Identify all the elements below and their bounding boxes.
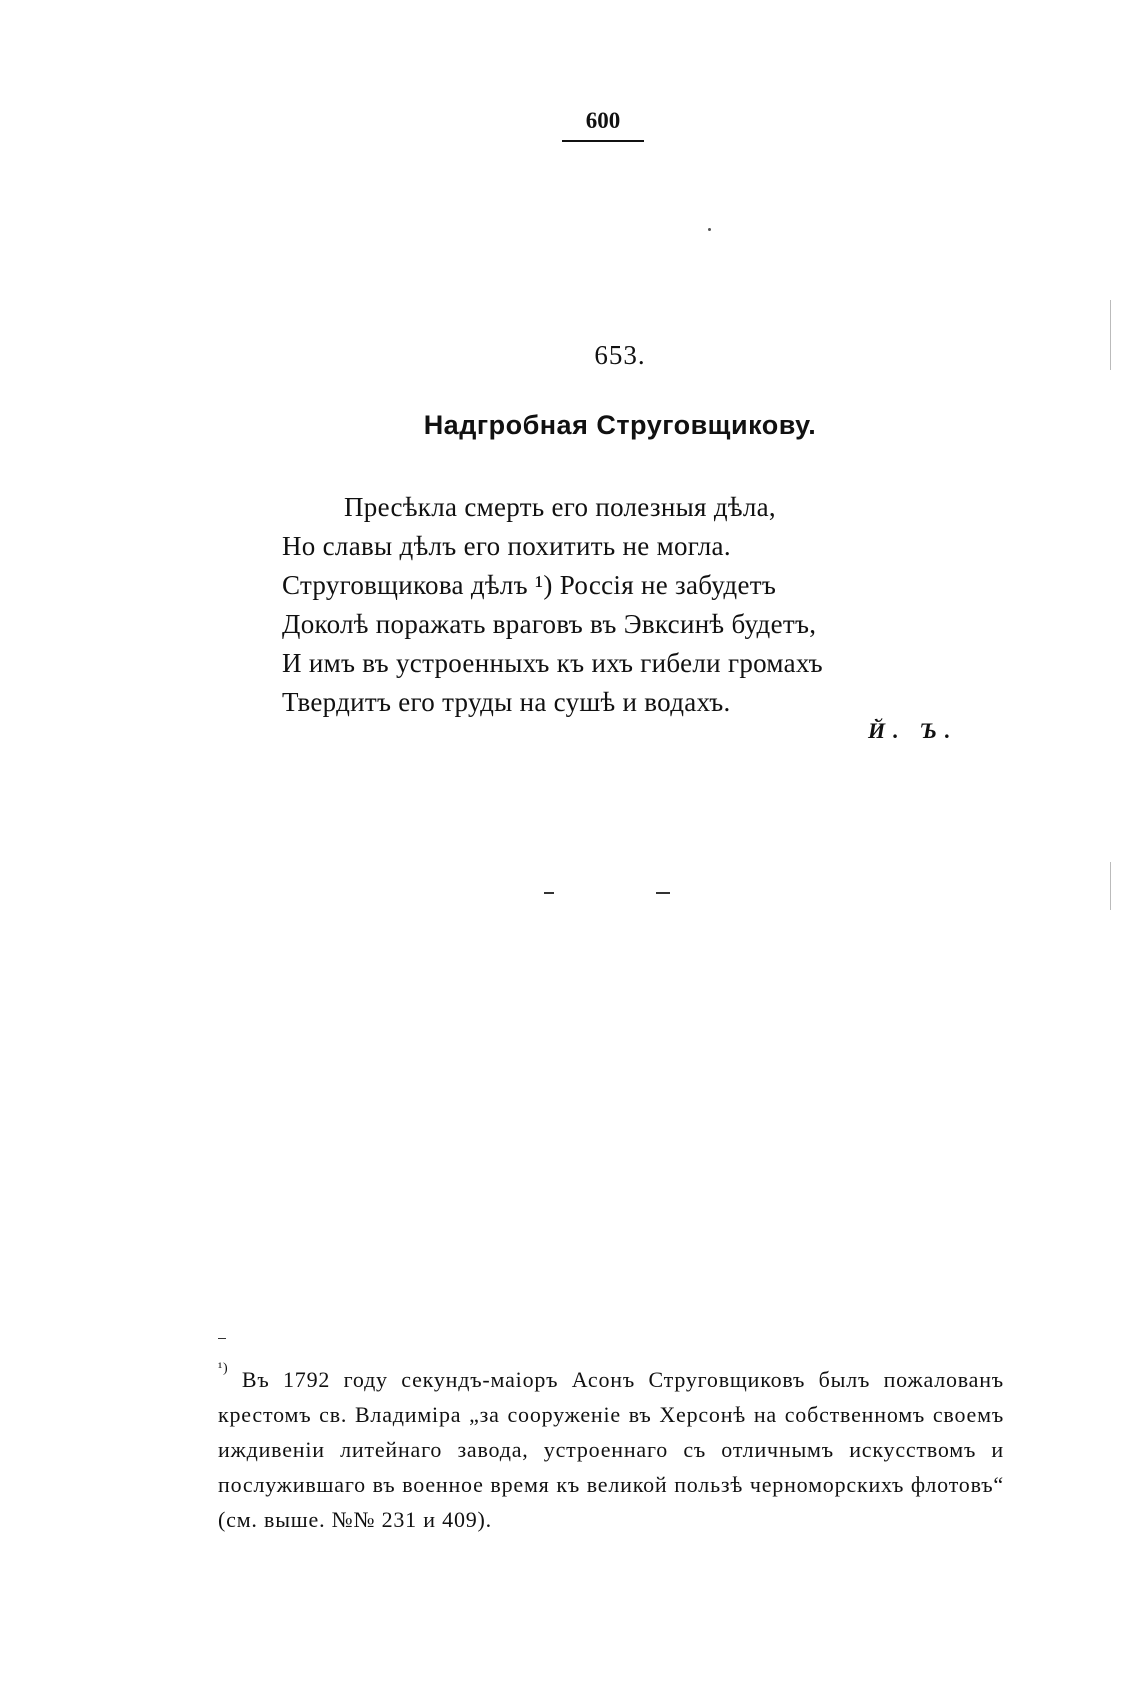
verse-line: Струговщикова дѣлъ ¹) Россія не забудетъ <box>282 570 777 600</box>
verse-line: Пресѣкла смерть его полезныя дѣла, <box>344 492 776 522</box>
footnote <box>218 1362 1004 1537</box>
page-number: 600 <box>562 108 644 142</box>
margin-mark <box>1110 862 1111 910</box>
footnote-text: Въ 1792 году секундъ-маіоръ Асонъ Струговщиковъ былъ пожалованъ крестомъ св. Владиміра „за сооруженіе въ Херсонѣ на собственномъ своемъ иждивеніи литейнаго завода, устроеннаго съ отличнымъ искусствомъ и послужившаго въ военное время къ великой пользѣ черноморскихъ флотовъ“ (см. выше. №№ 231 и 409). <box>218 1367 1004 1532</box>
margin-mark <box>1110 300 1111 370</box>
poem-title: Надгробная Струговщикову. <box>423 410 817 440</box>
verse-line: Твердитъ его труды на сушѣ и водахъ. <box>282 687 731 717</box>
footnote-rule <box>218 1338 226 1339</box>
verse-line: Доколѣ поражать враговъ въ Эвксинѣ будетъ, <box>282 609 817 639</box>
separator-dash <box>656 892 670 894</box>
verse-line: И имъ въ устроенныхъ къ ихъ гибели громахъ <box>282 648 823 678</box>
poem-verse <box>282 488 922 722</box>
separator-dash <box>544 892 554 894</box>
footnote-marker: ¹) <box>218 1361 229 1376</box>
author-signature: Й. Ъ. <box>868 718 959 743</box>
poem-number: 653. <box>594 340 646 370</box>
scan-speck <box>708 228 711 231</box>
verse-line: Но славы дѣлъ его похитить не могла. <box>282 531 731 561</box>
